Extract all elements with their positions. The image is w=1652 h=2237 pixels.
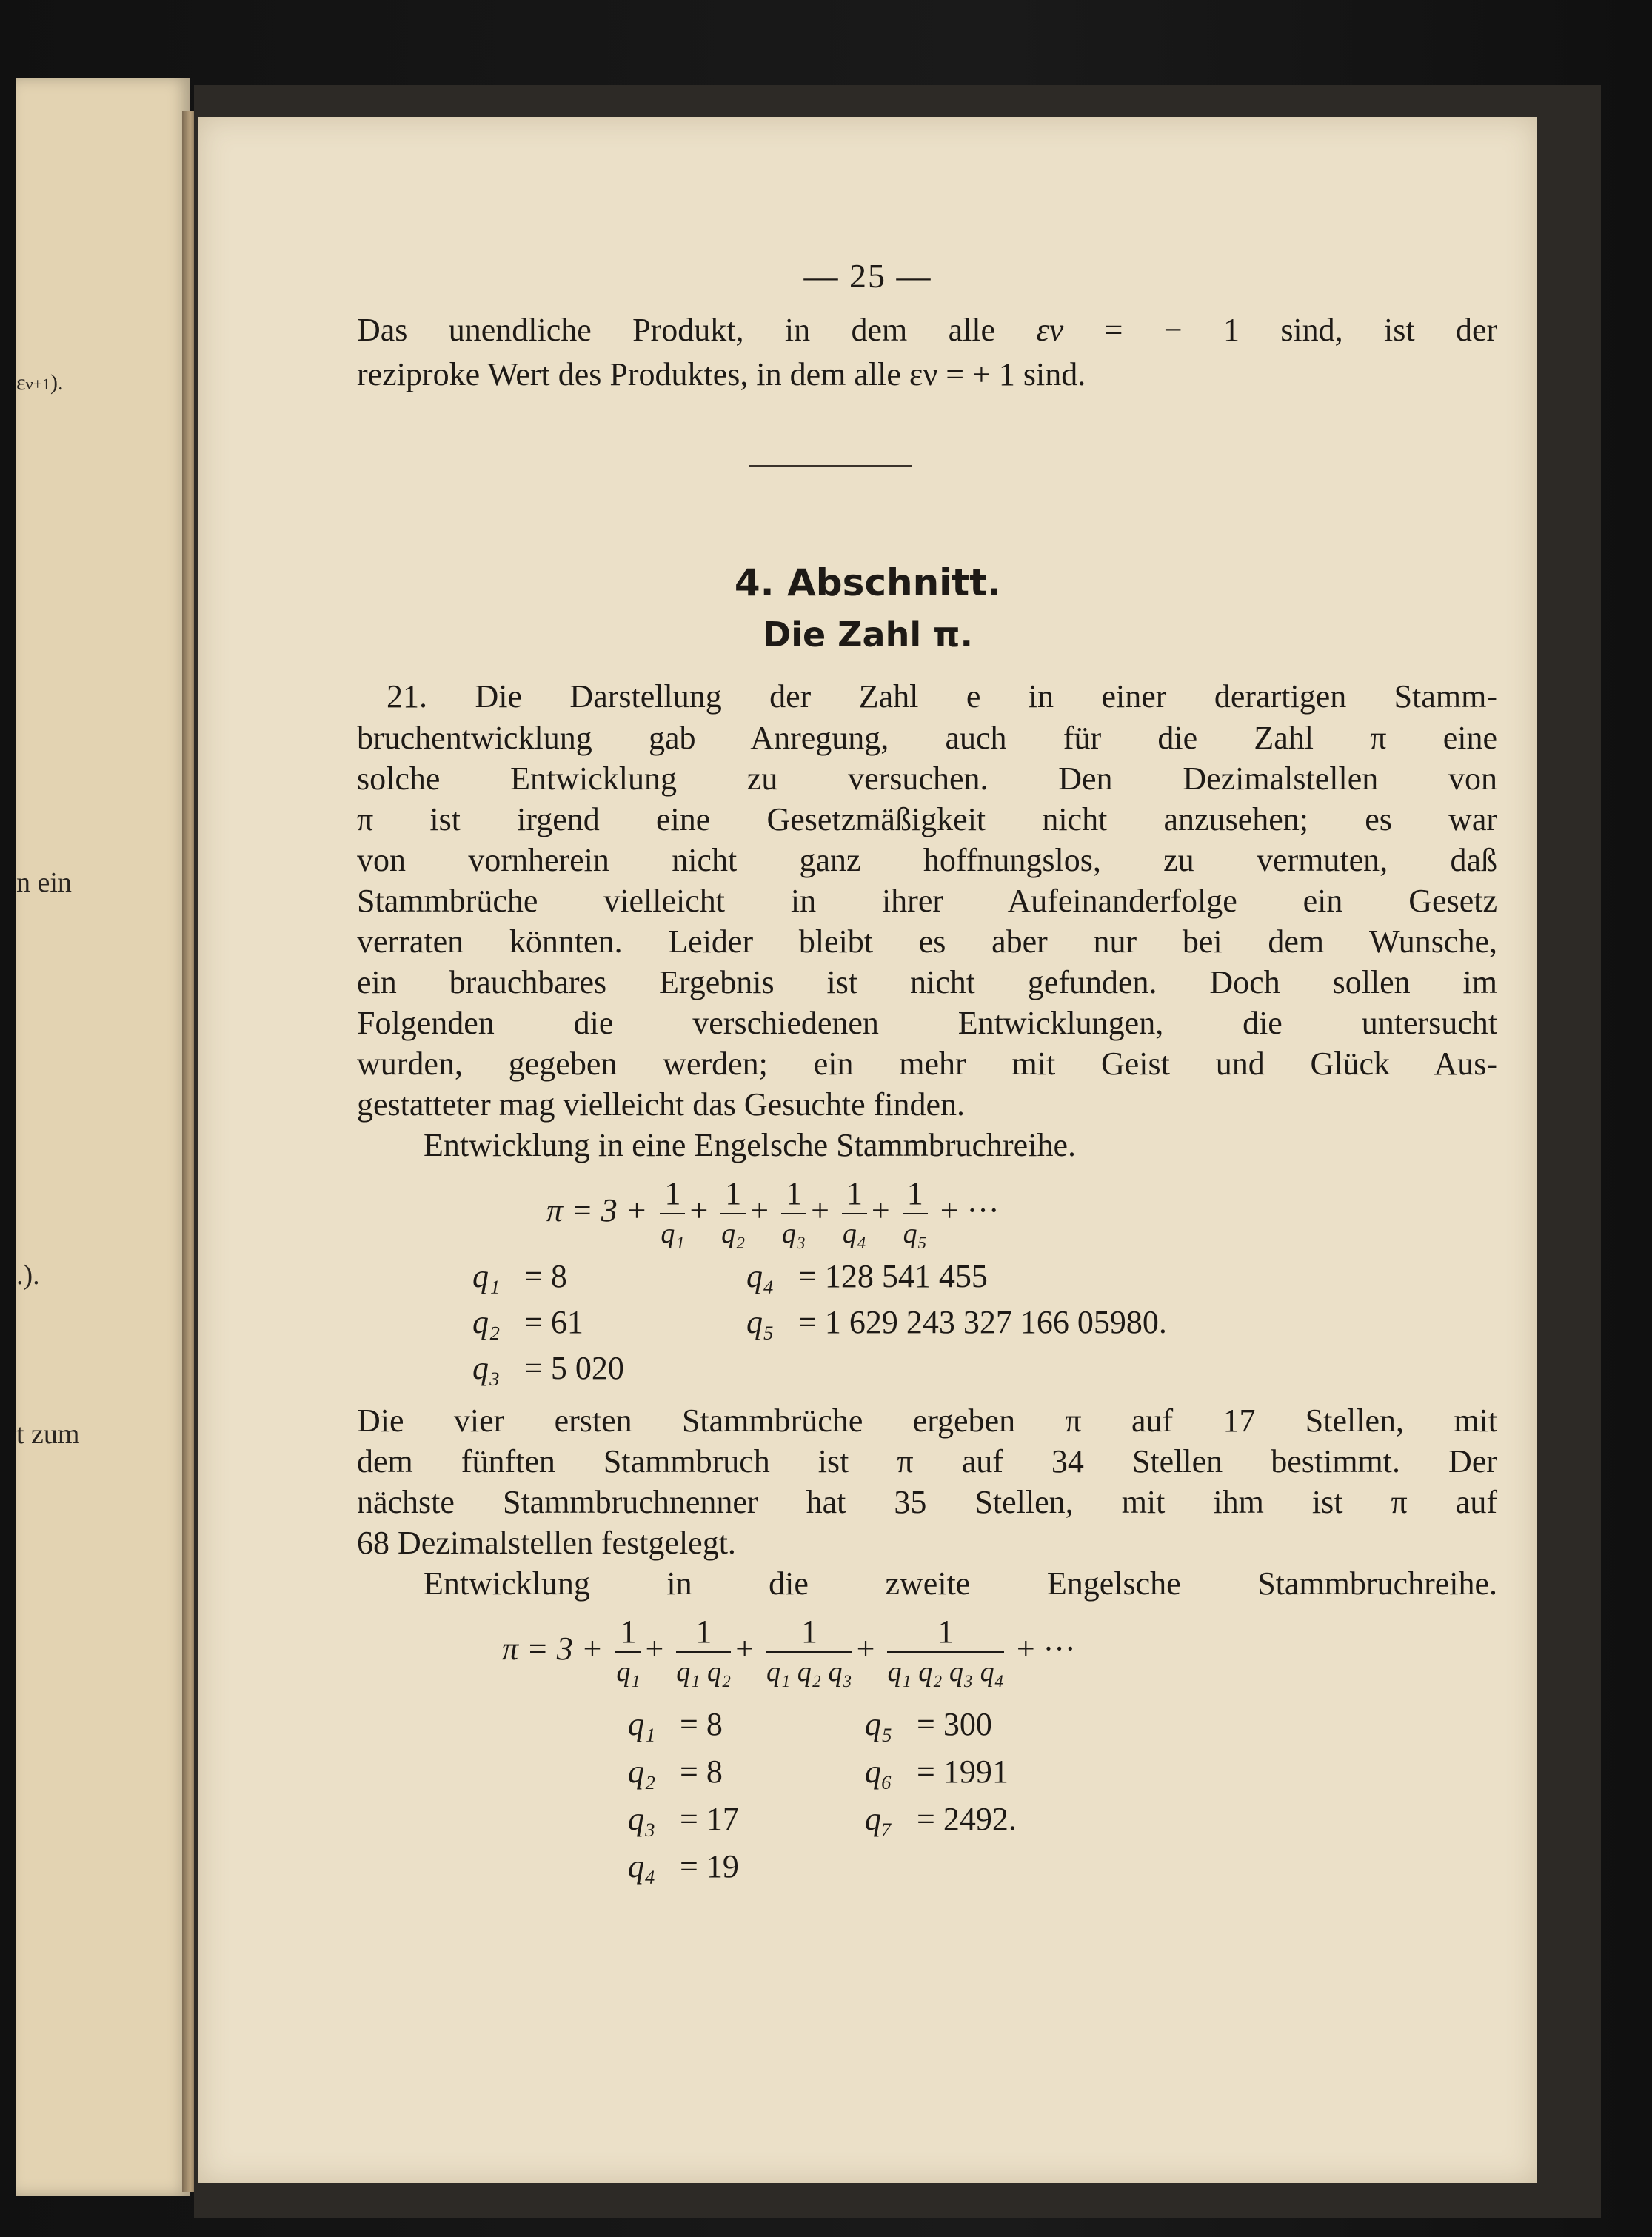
- paragraph-line: Folgenden die verschiedenen Entwicklungen, die untersucht: [357, 1005, 1497, 1041]
- paragraph-line: Stammbrüche vielleicht in ihrer Aufeinanderfolge ein Gesetz: [357, 883, 1497, 919]
- section-title: 4. Abschnitt.: [734, 561, 1002, 604]
- paragraph-line: ein brauchbares Ergebnis ist nicht gefunden. Doch sollen im: [357, 964, 1497, 1000]
- section-subtitle: Die Zahl π.: [763, 615, 973, 655]
- paragraph-line: wurden, gegeben werden; ein mehr mit Geist und Glück Aus-: [357, 1046, 1497, 1082]
- paragraph-line: dem fünften Stammbruch ist π auf 34 Stellen bestimmt. Der: [357, 1443, 1497, 1479]
- values-table-1-left: [472, 1257, 624, 1395]
- fraction: $\frac{1}{\text{q₁}}$: [661, 1175, 685, 1249]
- values-table-2-left: [628, 1705, 739, 1895]
- paragraph-line: 68 Dezimalstellen festgelegt.: [357, 1525, 736, 1561]
- value-row: q₇ = 2492.: [865, 1801, 1017, 1837]
- paragraph-line: Entwicklung in eine Engelsche Stammbruchreihe.: [424, 1127, 1076, 1163]
- paragraph-line: 21. Die Darstellung der Zahl e in einer derartigen Stamm-: [387, 678, 1497, 715]
- value-row: q₃ = 5 020: [472, 1350, 624, 1386]
- value-row: q₄ = 128 541 455: [746, 1258, 988, 1294]
- paragraph-line: π ist irgend eine Gesetzmäßigkeit nicht anzusehen; es war: [357, 801, 1497, 837]
- paragraph-line: Entwicklung in die zweite Engelsche Stammbruchreihe.: [424, 1565, 1497, 1602]
- value-row: q₁ = 8: [472, 1258, 567, 1294]
- paragraph-line: solche Entwicklung zu versuchen. Den Dezimalstellen von: [357, 760, 1497, 797]
- left-fragment-ein: n ein: [16, 867, 72, 898]
- paragraph-line: nächste Stammbruchnenner hat 35 Stellen, mit ihm ist π auf: [357, 1484, 1497, 1520]
- section-divider: [749, 465, 912, 467]
- value-row: q₃ = 17: [628, 1801, 739, 1837]
- paragraph-line: von vornherein nicht ganz hoffnungslos, zu vermuten, daß: [357, 842, 1497, 878]
- left-fragment-zum: t zum: [16, 1419, 80, 1450]
- fraction: $\frac{1}{\text{q₄}}$: [842, 1175, 867, 1249]
- paragraph-line: Die vier ersten Stammbrüche ergeben π auf 17 Stellen, mit: [357, 1402, 1497, 1439]
- fraction: $\frac{1}{\text{q₁}}$: [616, 1614, 641, 1688]
- value-row: q₅ = 1 629 243 327 166 05980.: [746, 1304, 1167, 1340]
- fraction: $\frac{1}{\text{q₃}}$: [781, 1175, 806, 1249]
- paragraph-line: gestatteter mag vielleicht das Gesuchte finden.: [357, 1086, 966, 1123]
- left-fragment-dot: .).: [16, 1260, 40, 1291]
- left-fragment-epsilon: εν+1).: [16, 370, 64, 395]
- left-page-edge: [16, 78, 190, 2196]
- fraction: $\frac{1}{\text{q₅}}$: [903, 1175, 927, 1249]
- values-table-2-right: [865, 1705, 1017, 1848]
- values-table-1-right: [746, 1257, 1167, 1349]
- value-row: q₁ = 8: [628, 1706, 723, 1742]
- fraction: $\frac{1}{\text{q₁ q₂}}$: [676, 1614, 732, 1688]
- value-row: q₅ = 300: [865, 1706, 992, 1742]
- fraction: $\frac{1}{\text{q₁ q₂ q₃ q₄}}$: [887, 1614, 1004, 1688]
- page-number: — 25 —: [803, 257, 932, 295]
- value-row: q₄ = 19: [628, 1848, 739, 1885]
- value-row: q₆ = 1991: [865, 1753, 1009, 1790]
- book-page: [198, 117, 1537, 2183]
- intro-line-1: Das unendliche Produkt, in dem alle εν = − 1 sind, ist der: [357, 312, 1498, 348]
- fraction: $\frac{1}{\text{q₂}}$: [721, 1175, 746, 1249]
- fraction: $\frac{1}{\text{q₁ q₂ q₃}}$: [766, 1614, 852, 1688]
- intro-line-2: reziproke Wert des Produktes, in dem alle εν = + 1 sind.: [357, 356, 1086, 392]
- value-row: q₂ = 61: [472, 1304, 583, 1340]
- value-row: q₂ = 8: [628, 1753, 723, 1790]
- formula-engel-series-1: π = 3 + $\frac{1}{\text{q₁}}$ + $\frac{1}{\text{q₂}}$ + $\frac{1}{\text{q₃}}$ + $\frac{1}{\text{q₄}}$ + $\frac{1}{\text{q₅}}$ + ···: [546, 1174, 1000, 1253]
- paragraph-line: verraten könnten. Leider bleibt es aber nur bei dem Wunsche,: [357, 923, 1497, 960]
- formula-engel-series-2: π = 3 + $\frac{1}{\text{q₁}}$ + $\frac{1}{\text{q₁ q₂}}$ + $\frac{1}{\text{q₁ q₂ q₃}}$ + $\frac{1}{\text{q₁ q₂ q₃ q₄}}$ + ···: [502, 1613, 1076, 1691]
- paragraph-line: bruchentwicklung gab Anregung, auch für die Zahl π eine: [357, 720, 1497, 756]
